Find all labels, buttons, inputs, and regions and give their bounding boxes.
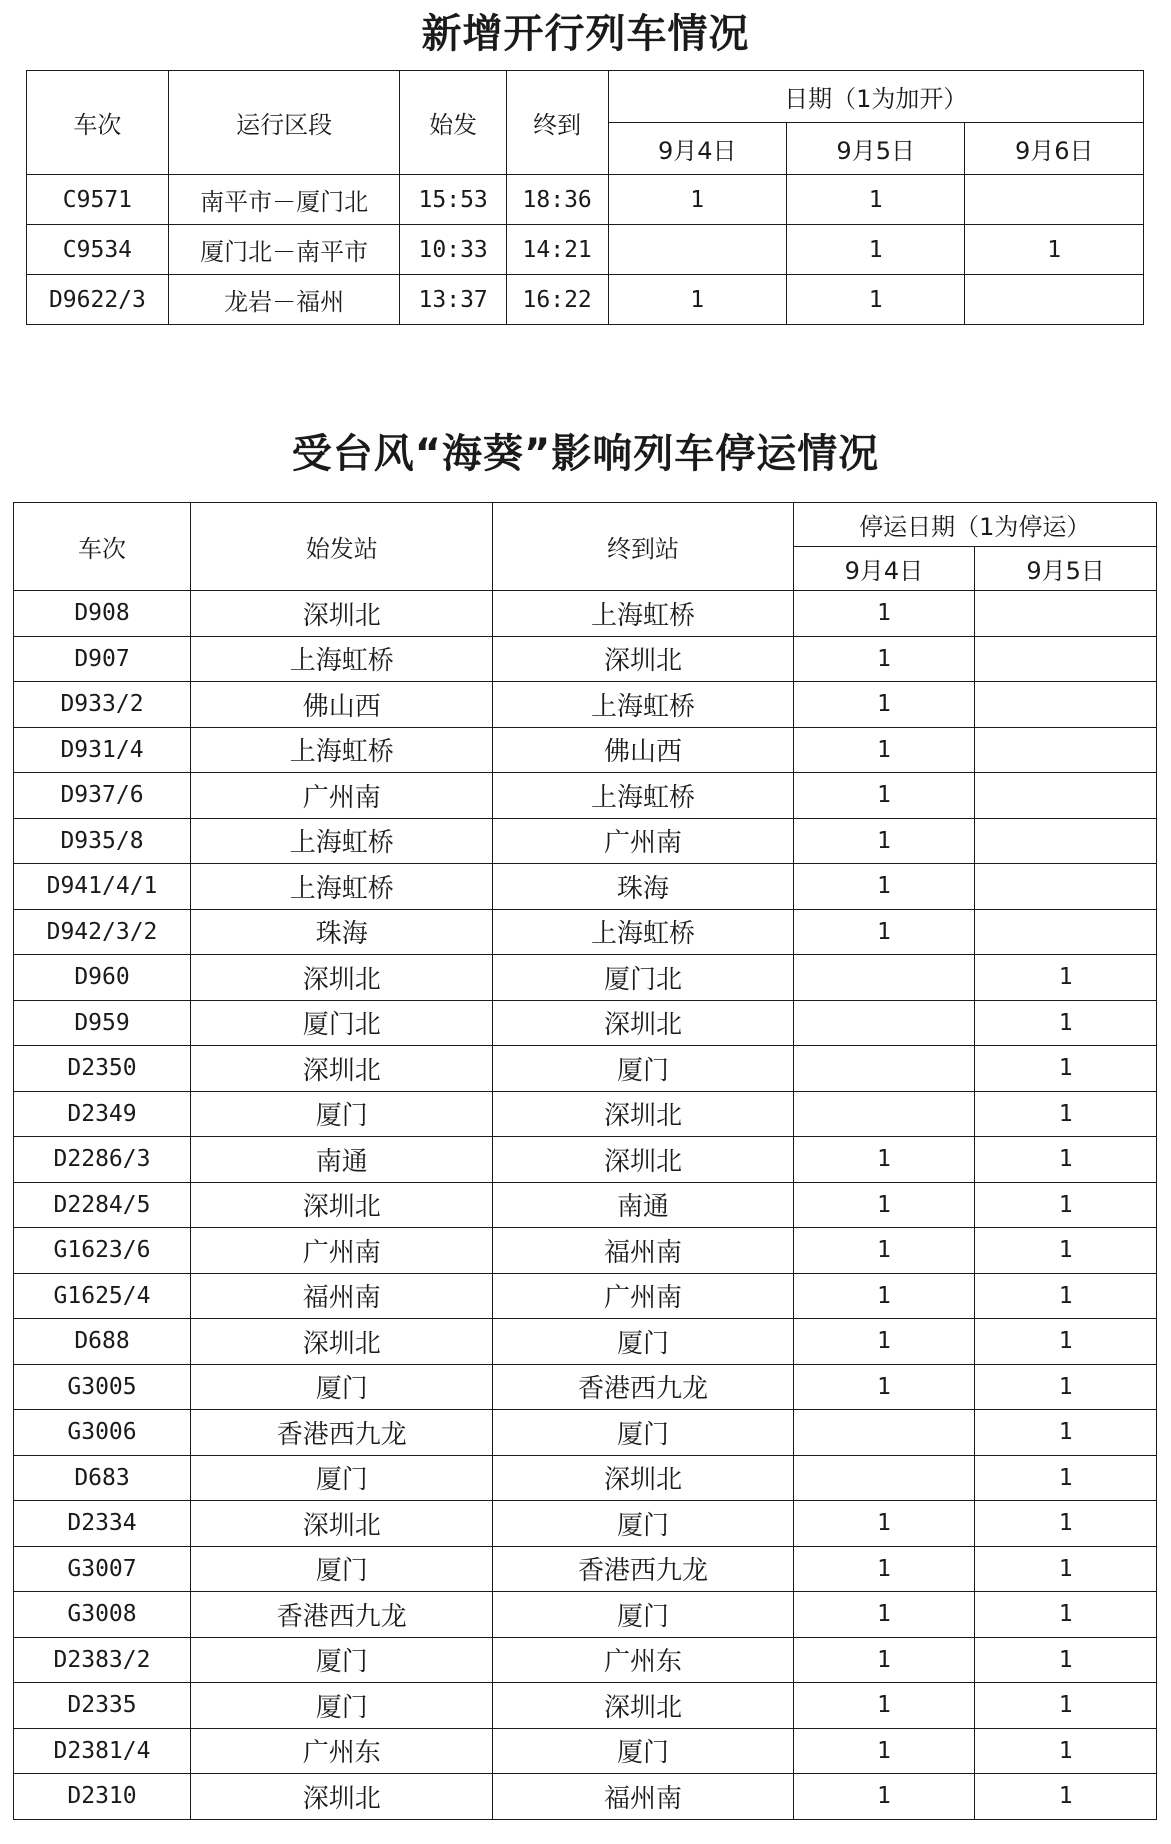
date-cell: 1 — [975, 1501, 1157, 1547]
train-cell: G3005 — [14, 1364, 191, 1410]
train-cell: D2310 — [14, 1774, 191, 1820]
date-cell — [965, 175, 1144, 225]
date-cell: 1 — [975, 1637, 1157, 1683]
train-cell: D959 — [14, 1000, 191, 1046]
train-cell: D937/6 — [14, 773, 191, 819]
origin-cell: 深圳北 — [191, 1182, 493, 1228]
train-cell: D2383/2 — [14, 1637, 191, 1683]
date-cell — [965, 275, 1144, 325]
date-cell: 1 — [975, 1728, 1157, 1774]
date-cell: 1 — [793, 818, 975, 864]
origin-cell: 上海虹桥 — [191, 636, 493, 682]
dest-cell: 厦门 — [493, 1501, 793, 1547]
train-cell: D907 — [14, 636, 191, 682]
date-cell: 1 — [793, 1774, 975, 1820]
origin-cell: 深圳北 — [191, 955, 493, 1001]
train-cell: D2334 — [14, 1501, 191, 1547]
origin-cell: 深圳北 — [191, 1319, 493, 1365]
section-cell: 厦门北－南平市 — [168, 225, 400, 275]
date-cell: 1 — [793, 1592, 975, 1638]
added-trains-title: 新增开行列车情况 — [421, 11, 750, 57]
train-cell: D2286/3 — [14, 1137, 191, 1183]
train-cell: D683 — [14, 1455, 191, 1501]
train-cell: G3006 — [14, 1410, 191, 1456]
table-row — [14, 1728, 1157, 1774]
date-cell: 1 — [608, 175, 786, 225]
dest-cell: 佛山西 — [493, 727, 793, 773]
date-cell — [793, 1091, 975, 1137]
origin-cell: 厦门 — [191, 1683, 493, 1729]
date-cell: 1 — [793, 727, 975, 773]
origin-cell: 深圳北 — [191, 1501, 493, 1547]
added-trains-table — [26, 70, 1144, 325]
date-cell: 1 — [793, 1319, 975, 1365]
dest-cell: 深圳北 — [493, 636, 793, 682]
date-cell — [975, 591, 1157, 637]
dest-cell: 福州南 — [493, 1228, 793, 1274]
table-row — [14, 1046, 1157, 1092]
header-train: 车次 — [14, 503, 191, 591]
table-row — [14, 591, 1157, 637]
date-cell: 1 — [975, 1319, 1157, 1365]
origin-cell: 上海虹桥 — [191, 864, 493, 910]
date-cell: 1 — [975, 1182, 1157, 1228]
date-cell: 1 — [786, 225, 964, 275]
origin-cell: 深圳北 — [191, 1774, 493, 1820]
origin-cell: 广州南 — [191, 773, 493, 819]
date-cell: 1 — [975, 1228, 1157, 1274]
table-row — [14, 1546, 1157, 1592]
train-cell: D2284/5 — [14, 1182, 191, 1228]
origin-cell: 福州南 — [191, 1273, 493, 1319]
header-date: 9月4日 — [793, 547, 975, 591]
date-cell: 1 — [793, 591, 975, 637]
suspended-trains-title: 受台风“海葵”影响列车停运情况 — [291, 431, 880, 477]
origin-cell: 佛山西 — [191, 682, 493, 728]
date-cell — [793, 1046, 975, 1092]
table-row — [14, 1091, 1157, 1137]
date-cell: 1 — [793, 1273, 975, 1319]
train-cell: D2335 — [14, 1683, 191, 1729]
date-cell — [975, 636, 1157, 682]
origin-cell: 珠海 — [191, 909, 493, 955]
date-cell: 1 — [793, 1364, 975, 1410]
date-cell — [793, 1455, 975, 1501]
train-cell: D9622/3 — [27, 275, 169, 325]
train-cell: C9534 — [27, 225, 169, 275]
train-cell: D688 — [14, 1319, 191, 1365]
origin-cell: 厦门 — [191, 1364, 493, 1410]
train-cell: D2381/4 — [14, 1728, 191, 1774]
origin-cell: 深圳北 — [191, 1046, 493, 1092]
table-row — [14, 818, 1157, 864]
date-cell: 1 — [608, 275, 786, 325]
date-cell: 1 — [975, 1546, 1157, 1592]
dest-cell: 珠海 — [493, 864, 793, 910]
train-cell: G1623/6 — [14, 1228, 191, 1274]
date-cell: 1 — [793, 1728, 975, 1774]
dest-cell: 厦门 — [493, 1410, 793, 1456]
train-cell: D2350 — [14, 1046, 191, 1092]
header-section: 运行区段 — [168, 71, 400, 175]
date-cell: 1 — [793, 864, 975, 910]
table-row — [14, 1592, 1157, 1638]
depart-cell: 15:53 — [400, 175, 506, 225]
header-date: 9月5日 — [786, 123, 964, 175]
train-cell: D942/3/2 — [14, 909, 191, 955]
train-cell: D941/4/1 — [14, 864, 191, 910]
table-row — [27, 275, 1144, 325]
date-cell: 1 — [975, 1091, 1157, 1137]
date-cell: 1 — [786, 275, 964, 325]
section-cell: 龙岩－福州 — [168, 275, 400, 325]
table-row — [14, 682, 1157, 728]
dest-cell: 深圳北 — [493, 1000, 793, 1046]
dest-cell: 福州南 — [493, 1774, 793, 1820]
origin-cell: 厦门 — [191, 1091, 493, 1137]
table-row — [14, 1273, 1157, 1319]
dest-cell: 南通 — [493, 1182, 793, 1228]
origin-cell: 深圳北 — [191, 591, 493, 637]
table-row — [14, 1228, 1157, 1274]
train-cell: D908 — [14, 591, 191, 637]
table-row — [14, 1000, 1157, 1046]
table-row — [14, 1319, 1157, 1365]
dest-cell: 厦门 — [493, 1046, 793, 1092]
origin-cell: 南通 — [191, 1137, 493, 1183]
train-cell: D931/4 — [14, 727, 191, 773]
date-cell — [975, 818, 1157, 864]
date-cell: 1 — [793, 909, 975, 955]
header-date-group: 日期（1为加开） — [608, 71, 1144, 123]
date-cell: 1 — [793, 1137, 975, 1183]
date-cell: 1 — [786, 175, 964, 225]
date-cell: 1 — [975, 1410, 1157, 1456]
header-depart: 始发 — [400, 71, 506, 175]
header-date: 9月5日 — [975, 547, 1157, 591]
origin-cell: 香港西九龙 — [191, 1592, 493, 1638]
train-cell: G1625/4 — [14, 1273, 191, 1319]
arrive-cell: 16:22 — [506, 275, 608, 325]
date-cell: 1 — [965, 225, 1144, 275]
dest-cell: 上海虹桥 — [493, 682, 793, 728]
date-cell: 1 — [975, 955, 1157, 1001]
table-row — [14, 864, 1157, 910]
arrive-cell: 18:36 — [506, 175, 608, 225]
table-row — [14, 636, 1157, 682]
origin-cell: 香港西九龙 — [191, 1410, 493, 1456]
date-cell: 1 — [975, 1592, 1157, 1638]
date-cell: 1 — [793, 773, 975, 819]
dest-cell: 深圳北 — [493, 1137, 793, 1183]
train-cell: G3007 — [14, 1546, 191, 1592]
dest-cell: 香港西九龙 — [493, 1364, 793, 1410]
date-cell: 1 — [975, 1774, 1157, 1820]
table-row — [14, 909, 1157, 955]
dest-cell: 上海虹桥 — [493, 773, 793, 819]
date-cell: 1 — [793, 1637, 975, 1683]
origin-cell: 上海虹桥 — [191, 818, 493, 864]
table-row — [14, 1637, 1157, 1683]
table-row — [14, 1683, 1157, 1729]
depart-cell: 10:33 — [400, 225, 506, 275]
date-cell — [975, 909, 1157, 955]
date-cell: 1 — [975, 1683, 1157, 1729]
header-arrive: 终到 — [506, 71, 608, 175]
train-cell: D935/8 — [14, 818, 191, 864]
dest-cell: 深圳北 — [493, 1091, 793, 1137]
header-train: 车次 — [27, 71, 169, 175]
date-cell — [793, 1000, 975, 1046]
origin-cell: 上海虹桥 — [191, 727, 493, 773]
table-row — [14, 1410, 1157, 1456]
train-cell: G3008 — [14, 1592, 191, 1638]
origin-cell: 广州南 — [191, 1228, 493, 1274]
dest-cell: 厦门 — [493, 1728, 793, 1774]
header-date: 9月6日 — [965, 123, 1144, 175]
table-row — [14, 1455, 1157, 1501]
section-cell: 南平市－厦门北 — [168, 175, 400, 225]
train-cell: C9571 — [27, 175, 169, 225]
depart-cell: 13:37 — [400, 275, 506, 325]
dest-cell: 广州南 — [493, 1273, 793, 1319]
train-cell: D2349 — [14, 1091, 191, 1137]
arrive-cell: 14:21 — [506, 225, 608, 275]
date-cell: 1 — [975, 1364, 1157, 1410]
dest-cell: 广州东 — [493, 1637, 793, 1683]
date-cell: 1 — [793, 1546, 975, 1592]
date-cell: 1 — [793, 1228, 975, 1274]
date-cell — [793, 955, 975, 1001]
dest-cell: 深圳北 — [493, 1455, 793, 1501]
date-cell: 1 — [793, 1182, 975, 1228]
dest-cell: 厦门北 — [493, 955, 793, 1001]
date-cell: 1 — [975, 1046, 1157, 1092]
date-cell — [608, 225, 786, 275]
date-cell — [793, 1410, 975, 1456]
header-date-group: 停运日期（1为停运） — [793, 503, 1156, 547]
table-row — [14, 1137, 1157, 1183]
dest-cell: 广州南 — [493, 818, 793, 864]
origin-cell: 厦门北 — [191, 1000, 493, 1046]
table-row — [14, 1364, 1157, 1410]
table-row — [14, 1182, 1157, 1228]
date-cell — [975, 773, 1157, 819]
origin-cell: 厦门 — [191, 1637, 493, 1683]
date-cell: 1 — [975, 1000, 1157, 1046]
date-cell — [975, 682, 1157, 728]
date-cell: 1 — [793, 1683, 975, 1729]
suspended-trains-table — [13, 502, 1157, 1820]
dest-cell: 上海虹桥 — [493, 909, 793, 955]
date-cell: 1 — [793, 682, 975, 728]
origin-cell: 广州东 — [191, 1728, 493, 1774]
date-cell: 1 — [975, 1273, 1157, 1319]
origin-cell: 厦门 — [191, 1546, 493, 1592]
dest-cell: 深圳北 — [493, 1683, 793, 1729]
date-cell — [975, 727, 1157, 773]
dest-cell: 厦门 — [493, 1592, 793, 1638]
date-cell: 1 — [793, 636, 975, 682]
dest-cell: 厦门 — [493, 1319, 793, 1365]
header-date: 9月4日 — [608, 123, 786, 175]
date-cell: 1 — [975, 1137, 1157, 1183]
table-row — [14, 955, 1157, 1001]
table-row — [14, 773, 1157, 819]
train-cell: D933/2 — [14, 682, 191, 728]
table-row — [14, 727, 1157, 773]
header-origin: 始发站 — [191, 503, 493, 591]
table-row — [14, 1774, 1157, 1820]
table-row — [27, 175, 1144, 225]
origin-cell: 厦门 — [191, 1455, 493, 1501]
dest-cell: 上海虹桥 — [493, 591, 793, 637]
table-row — [27, 225, 1144, 275]
date-cell: 1 — [793, 1501, 975, 1547]
header-dest: 终到站 — [493, 503, 793, 591]
train-cell: D960 — [14, 955, 191, 1001]
date-cell — [975, 864, 1157, 910]
date-cell: 1 — [975, 1455, 1157, 1501]
dest-cell: 香港西九龙 — [493, 1546, 793, 1592]
table-row — [14, 1501, 1157, 1547]
